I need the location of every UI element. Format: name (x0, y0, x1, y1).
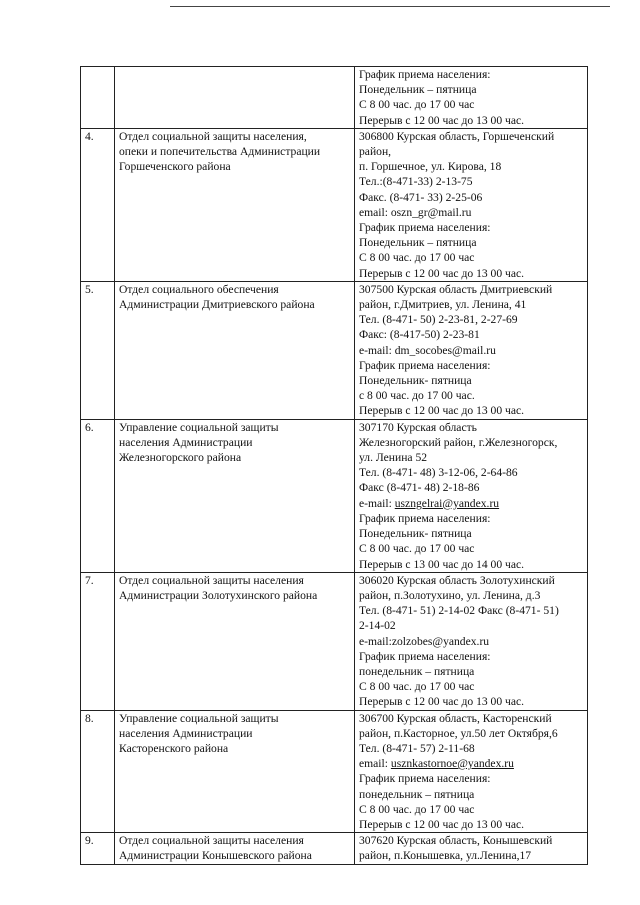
contact-info-line (359, 174, 584, 189)
contact-info-text: Тел. (8-471- 48) 3-12-06, 2-64-86 (359, 466, 518, 480)
contact-info-cell (355, 67, 588, 129)
contact-info-line (359, 144, 584, 159)
contact-info-line (359, 297, 584, 312)
contact-info-text: Тел. (8-471- 57) 2-11-68 (359, 741, 475, 755)
row-number: 9. (81, 833, 115, 864)
department-name-line: населения Администрации (119, 435, 253, 449)
contact-info-text: район, п.Золотухино, ул. Ленина, д.3 (359, 588, 541, 602)
contact-info-line (359, 588, 584, 603)
contact-info-text: Понедельник- пятница (359, 374, 472, 388)
department-name-line: Железногорского района (119, 451, 242, 465)
department-cell (115, 572, 355, 710)
row-number: 5. (81, 281, 115, 419)
department-name-line: Горшеченского района (119, 160, 231, 174)
contact-info-text: понедельник – пятница (359, 787, 475, 801)
row-number: 6. (81, 419, 115, 572)
contact-info-text: email: oszn_gr@mail.ru (359, 205, 472, 219)
contact-info-line (359, 129, 584, 144)
contact-info-line (359, 694, 584, 709)
contact-info-line (359, 420, 584, 435)
table-row (81, 710, 588, 833)
contact-info-cell (355, 128, 588, 281)
contact-info-line (359, 67, 584, 82)
department-name-line: Отдел социальной защиты населения (119, 573, 304, 587)
row-number: 8. (81, 710, 115, 833)
department-name-line: Отдел социального обеспечения (119, 282, 279, 296)
department-cell (115, 419, 355, 572)
contact-info-line (359, 711, 584, 726)
contact-info-line (359, 220, 584, 235)
contact-info-text: email: (359, 757, 388, 771)
contact-info-line (359, 848, 584, 863)
contact-info-line (359, 312, 584, 327)
contact-info-cell (355, 833, 588, 864)
contact-info-text: 307500 Курская область Дмитриевский (359, 282, 553, 296)
contact-info-text: e-mail:zolzobes@yandex.ru (359, 634, 490, 648)
header-rule (170, 6, 610, 7)
contact-info-line (359, 190, 584, 205)
contact-info-line (359, 343, 584, 358)
contact-info-text: 2-14-02 (359, 619, 396, 633)
contact-info-line (359, 679, 584, 694)
contact-info-text: Перерыв с 12 00 час до 13 00 час. (359, 266, 525, 280)
contact-info-line (359, 327, 584, 342)
contact-info-line (359, 97, 584, 112)
contact-info-line (359, 649, 584, 664)
row-number (81, 67, 115, 129)
contact-info-text: С 8 00 час. до 17 00 час (359, 802, 475, 816)
contact-info-text: Железногорский район, г.Железногорск, (359, 435, 558, 449)
contact-info-text: График приема населения: (359, 68, 491, 81)
department-name-line: Управление социальной защиты (119, 420, 279, 434)
department-cell (115, 128, 355, 281)
contact-info-cell (355, 572, 588, 710)
contact-info-line (359, 741, 584, 756)
contact-info-line (359, 726, 584, 741)
contact-info-line (359, 373, 584, 388)
contact-info-text: e-mail: (359, 496, 392, 510)
contact-info-line (359, 664, 584, 679)
table-row (81, 128, 588, 281)
department-name-line: Отдел социальной защиты населения, (119, 129, 307, 143)
contact-info-line (359, 541, 584, 556)
contact-info-text: С 8 00 час. до 17 00 час (359, 542, 475, 556)
contacts-table (80, 66, 588, 865)
contact-info-text: Тел. (8-471- 51) 2-14-02 Факс (8-471- 51) (359, 604, 559, 618)
department-name-line: Касторенского района (119, 741, 229, 755)
contact-info-text: район, (359, 145, 392, 159)
contact-info-line (359, 480, 584, 495)
row-number: 4. (81, 128, 115, 281)
contact-info-text: Перерыв с 13 00 час до 14 00 час. (359, 557, 525, 571)
contact-info-line (359, 435, 584, 450)
contact-info-line (359, 817, 584, 832)
contact-info-text: Понедельник – пятница (359, 236, 477, 250)
row-number: 7. (81, 572, 115, 710)
contact-info-line (359, 496, 584, 511)
contact-info-text: С 8 00 час. до 17 00 час (359, 98, 475, 112)
contact-info-line (359, 787, 584, 802)
contact-info-line (359, 82, 584, 97)
contact-info-line (359, 403, 584, 418)
contact-info-line (359, 205, 584, 220)
contact-info-text: График приема населения: (359, 358, 491, 372)
contact-info-text: 306800 Курская область, Горшеченский (359, 129, 555, 143)
contact-info-text: с 8 00 час. до 17 00 час. (359, 389, 475, 403)
contact-info-line (359, 159, 584, 174)
department-name-line: Администрации Золотухинского района (119, 588, 318, 602)
contact-info-text: 307620 Курская область, Конышевский (359, 834, 553, 848)
contact-info-text: район, г.Дмитриев, ул. Ленина, 41 (359, 298, 527, 312)
contact-info-text: Факс. (8-471- 33) 2-25-06 (359, 190, 483, 204)
contact-info-line (359, 358, 584, 373)
department-name-line: Администрации Конышевского района (119, 849, 312, 863)
contact-info-line (359, 802, 584, 817)
contact-info-text: Перерыв с 12 00 час до 13 00 час. (359, 113, 525, 127)
contact-info-line (359, 450, 584, 465)
department-cell (115, 833, 355, 864)
contact-info-line (359, 634, 584, 649)
contact-info-text: 307170 Курская область (359, 420, 477, 434)
contact-info-cell (355, 419, 588, 572)
contact-info-line (359, 511, 584, 526)
contact-info-text: График приема населения: (359, 649, 491, 663)
contact-info-text: ул. Ленина 52 (359, 451, 428, 465)
department-cell (115, 281, 355, 419)
email-link[interactable]: uszngelrai@yandex.ru (394, 496, 500, 510)
contact-info-line (359, 282, 584, 297)
contact-info-line (359, 557, 584, 572)
contact-info-text: 306700 Курская область, Касторенский (359, 711, 552, 725)
contact-info-text: С 8 00 час. до 17 00 час (359, 251, 475, 265)
contact-info-line (359, 833, 584, 848)
department-cell (115, 67, 355, 129)
contacts-table-body (81, 67, 588, 865)
contact-info-text: Перерыв с 12 00 час до 13 00 час. (359, 817, 525, 831)
email-link[interactable]: usznkastornoe@yandex.ru (390, 757, 514, 771)
contact-info-text: e-mail: dm_socobes@mail.ru (359, 343, 496, 357)
contact-info-line (359, 250, 584, 265)
department-name-line: Администрации Дмитриевского района (119, 298, 315, 312)
table-row (81, 833, 588, 864)
contact-info-line (359, 756, 584, 771)
contact-info-text: Перерыв с 12 00 час до 13 00 час. (359, 404, 525, 418)
contact-info-text: район, п.Касторное, ул.50 лет Октября,6 (359, 726, 558, 740)
department-name-line: Управление социальной защиты (119, 711, 279, 725)
table-row (81, 281, 588, 419)
contact-info-line (359, 603, 584, 618)
contact-info-line (359, 235, 584, 250)
contact-info-line (359, 388, 584, 403)
contact-info-cell (355, 710, 588, 833)
contact-info-text: понедельник – пятница (359, 664, 475, 678)
department-name-line: опеки и попечительства Администрации (119, 145, 321, 159)
contact-info-text: 306020 Курская область Золотухинский (359, 573, 555, 587)
department-name-line: Отдел социальной защиты населения (119, 834, 304, 848)
table-row (81, 419, 588, 572)
contact-info-cell (355, 281, 588, 419)
contact-info-text: График приема населения: (359, 511, 491, 525)
department-name-line: населения Администрации (119, 726, 253, 740)
contact-info-text: Перерыв с 12 00 час до 13 00 час. (359, 695, 525, 709)
contact-info-line (359, 618, 584, 633)
contact-info-line (359, 266, 584, 281)
contact-info-text: Понедельник- пятница (359, 527, 472, 541)
contact-info-text: График приема населения: (359, 221, 491, 235)
contact-info-line (359, 465, 584, 480)
department-cell (115, 710, 355, 833)
contact-info-line (359, 113, 584, 128)
contact-info-text: График приема населения: (359, 772, 491, 786)
contact-info-line (359, 526, 584, 541)
contact-info-text: Тел.:(8-471-33) 2-13-75 (359, 175, 473, 189)
table-row (81, 572, 588, 710)
contact-info-text: Факс (8-471- 48) 2-18-86 (359, 481, 480, 495)
contact-info-text: район, п.Конышевка, ул.Ленина,17 (359, 849, 532, 863)
table-row (81, 67, 588, 129)
contact-info-text: С 8 00 час. до 17 00 час (359, 680, 475, 694)
contact-info-line (359, 771, 584, 786)
contact-info-text: Факс: (8-417-50) 2-23-81 (359, 328, 480, 342)
contact-info-text: Тел. (8-471- 50) 2-23-81, 2-27-69 (359, 313, 518, 327)
contact-info-line (359, 573, 584, 588)
contact-info-text: п. Горшечное, ул. Кирова, 18 (359, 160, 502, 174)
contact-info-text: Понедельник – пятница (359, 83, 477, 97)
